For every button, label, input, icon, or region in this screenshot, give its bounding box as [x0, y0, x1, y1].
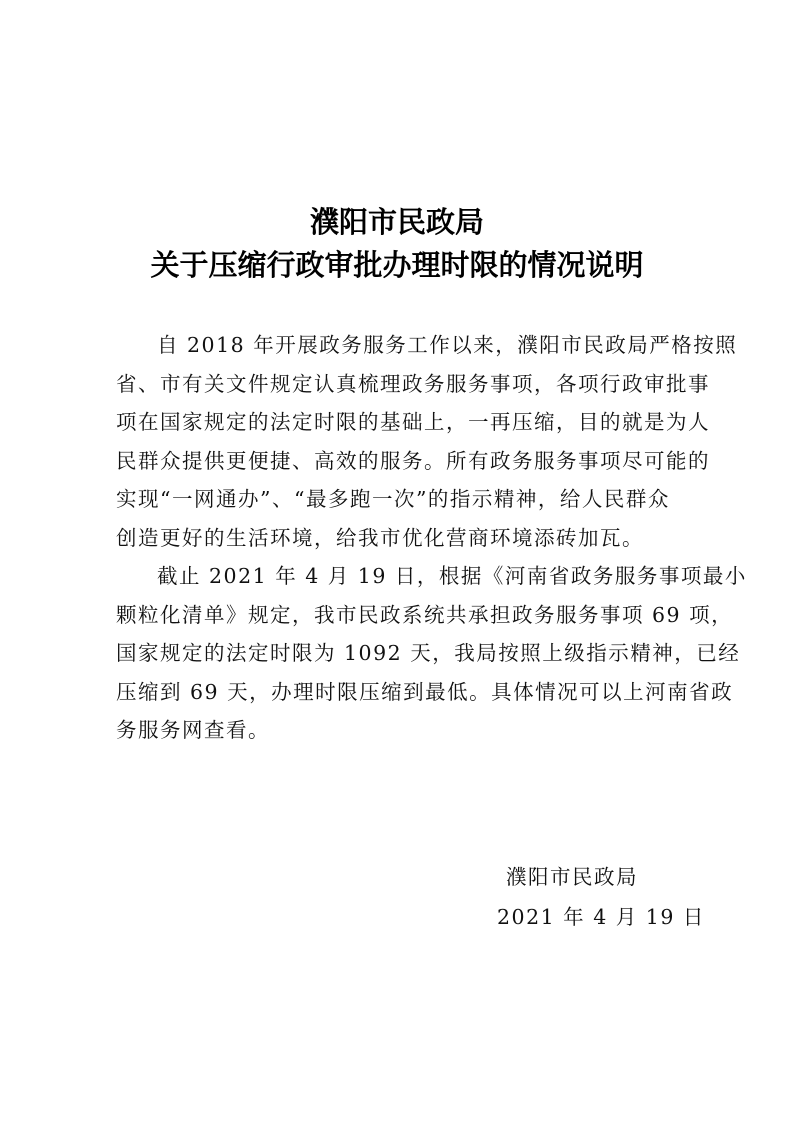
paragraph-line: 民群众提供更便捷、高效的服务。所有政务服务事项尽可能的: [116, 448, 710, 473]
paragraph-line: 颗粒化清单》规定，我市民政系统共承担政务服务事项 69 项，: [116, 602, 734, 627]
paragraph-1: [116, 326, 738, 557]
document-title-line1: 濮阳市民政局: [309, 205, 484, 239]
paragraph-line: 创造更好的生活环境，给我市优化营商环境添砖加瓦。: [116, 525, 644, 550]
paragraph-line: 务服务网查看。: [116, 718, 270, 742]
paragraph-line: 实现“一网通办”、“最多跑一次”的指示精神，给人民群众: [116, 487, 670, 511]
signature-date: 2021 年 4 月 19 日: [497, 905, 705, 929]
document-body: [116, 326, 747, 750]
paragraph-line: 国家规定的法定时限为 1092 天，我局按照上级指示精神，已经: [116, 641, 741, 665]
paragraph-line: 自 2018 年开展政务服务工作以来，濮阳市民政局严格按照: [157, 333, 738, 357]
document-title-line2: 关于压缩行政审批办理时限的情况说明: [150, 248, 644, 282]
paragraph-line: 压缩到 69 天，办理时限压缩到最低。具体情况可以上河南省政: [116, 679, 734, 704]
paragraph-line: 省、市有关文件规定认真梳理政务服务事项，各项行政审批事: [116, 371, 710, 396]
paragraph-line: 项在国家规定的法定时限的基础上，一再压缩，目的就是为人: [116, 410, 710, 434]
paragraph-2: [116, 557, 747, 750]
signature-organization: 濮阳市民政局: [506, 865, 638, 889]
paragraph-line: 截止 2021 年 4 月 19 日，根据《河南省政务服务事项最小: [157, 564, 747, 588]
